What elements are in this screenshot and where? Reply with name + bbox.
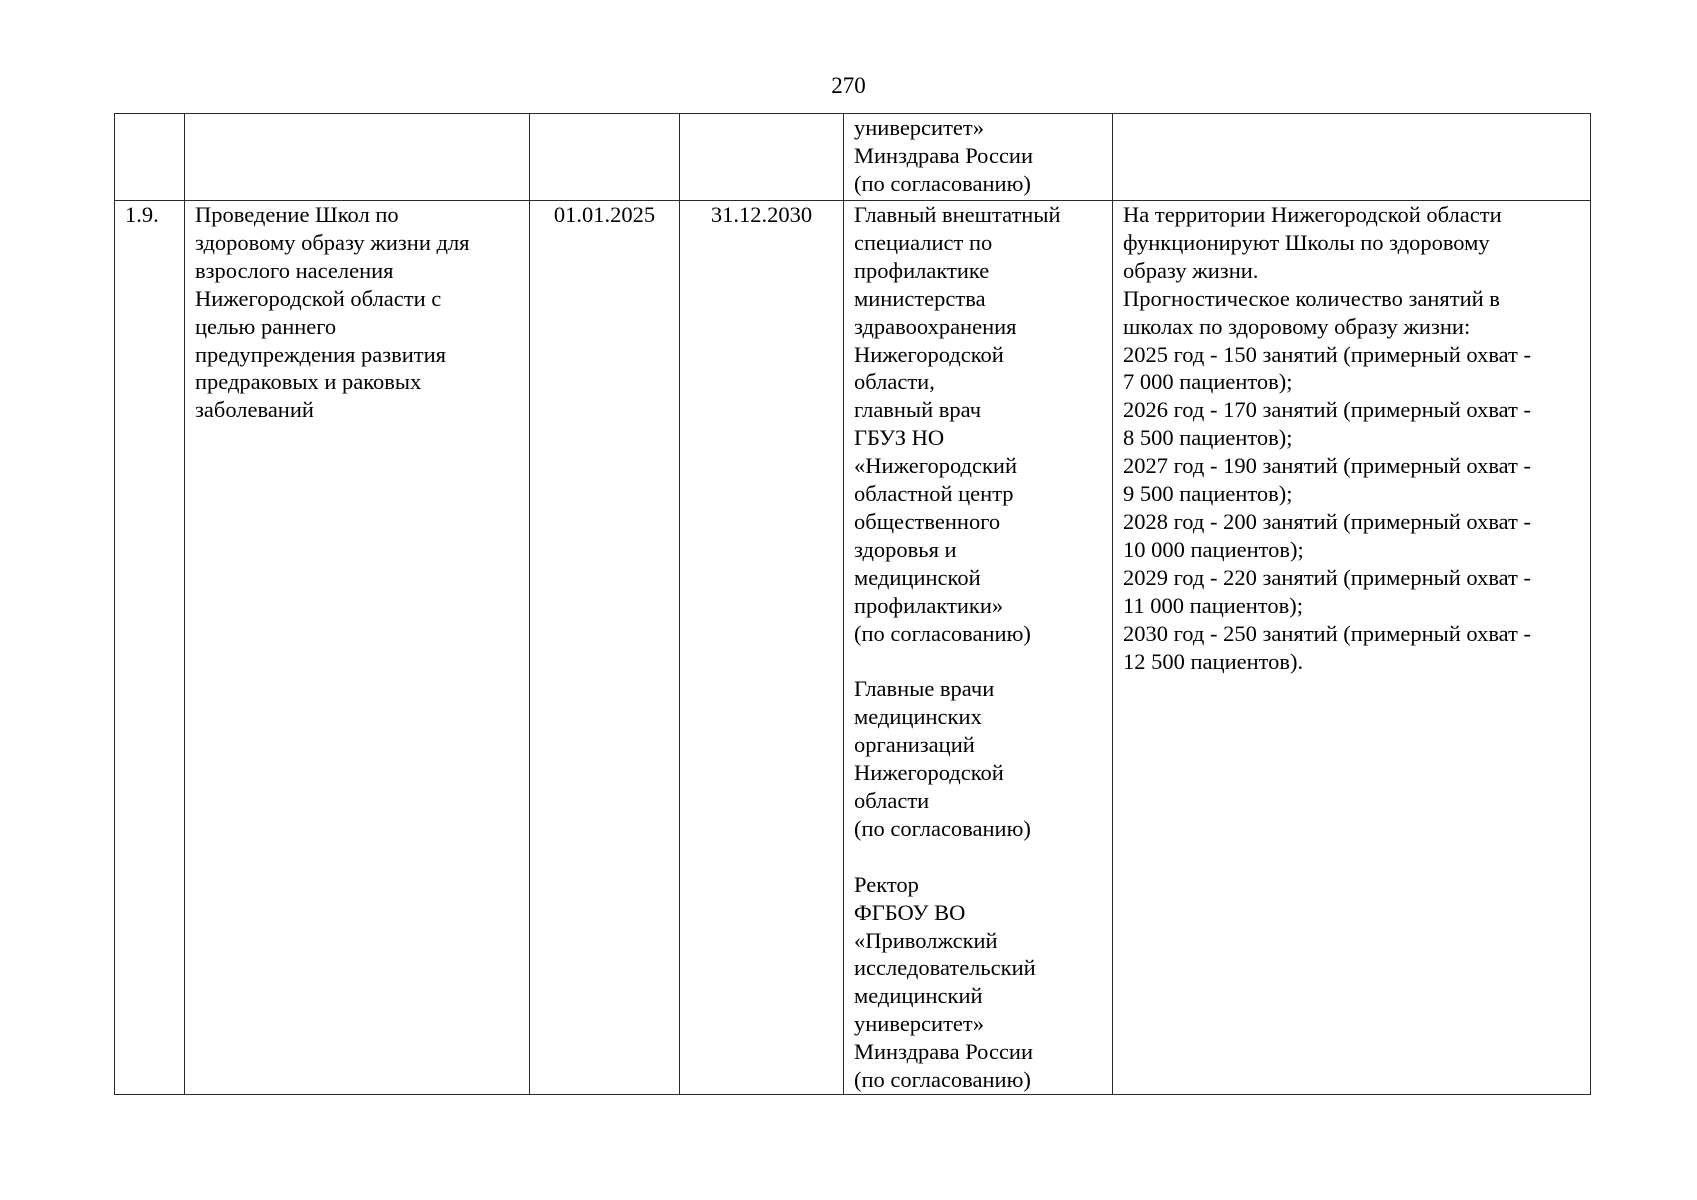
responsible-line: (по согласованию) — [854, 1067, 1031, 1093]
cell-number-empty — [115, 114, 185, 201]
activity-name-line: целью раннего — [195, 313, 337, 339]
responsible-block-rector — [854, 871, 1102, 1094]
responsible-line: общественного — [854, 508, 1001, 534]
result-line: образу жизни. — [1123, 257, 1259, 283]
result-line: школах по здоровому образу жизни: — [1123, 313, 1471, 339]
cell-expected-result — [1113, 201, 1591, 1095]
responsible-line: областной центр — [854, 481, 1014, 507]
result-line: 11 000 пациентов); — [1123, 592, 1303, 618]
page-number: 270 — [831, 73, 866, 98]
responsible-line: профилактике — [854, 257, 990, 283]
table-row-1-9 — [115, 201, 1591, 1095]
responsible-line: Главные врачи — [854, 676, 995, 702]
result-line: 8 500 пациентов); — [1123, 425, 1293, 451]
cell-start-empty — [530, 114, 680, 201]
cell-responsible — [844, 201, 1113, 1095]
responsible-line: исследовательский — [854, 955, 1036, 981]
responsible-line: ФГБОУ ВО — [854, 899, 966, 925]
activity-name-line: предраковых и раковых — [195, 369, 422, 395]
responsible-line: здравоохранения — [854, 313, 1017, 339]
activity-name-line: заболеваний — [195, 397, 314, 423]
responsible-line: (по согласованию) — [854, 620, 1031, 646]
responsible-line: «Нижегородский — [854, 453, 1017, 479]
paragraph-gap — [854, 843, 1102, 871]
activity-name-line: взрослого населения — [195, 257, 394, 283]
result-line: На территории Нижегородской области — [1123, 202, 1502, 227]
activity-name-line: Проведение Школ по — [195, 202, 399, 227]
responsible-line: Ректор — [854, 871, 919, 897]
responsible-line: Минздрава России — [854, 1039, 1034, 1065]
responsible-block-chief-doctors — [854, 675, 1102, 842]
cell-end-empty — [680, 114, 844, 201]
responsible-line: ГБУЗ НО — [854, 425, 945, 451]
result-line: 2028 год - 200 занятий (примерный охват - — [1123, 508, 1532, 534]
result-line: функционируют Школы по здоровому — [1123, 229, 1490, 255]
cell-end-date: 31.12.2030 — [680, 201, 844, 1095]
paragraph-gap — [854, 648, 1102, 676]
cell-result-empty — [1113, 114, 1591, 201]
responsible-line: Минздрава России — [854, 142, 1034, 168]
responsible-line: главный врач — [854, 397, 982, 423]
cell-item-number: 1.9. — [115, 201, 185, 1095]
activity-name-line: предупреждения развития — [195, 341, 447, 367]
responsible-line: университет» — [854, 1011, 984, 1037]
result-line: 2025 год - 150 занятий (примерный охват - — [1123, 341, 1532, 367]
responsible-line: специалист по — [854, 229, 993, 255]
activity-name-line: здоровому образу жизни для — [195, 229, 470, 255]
cell-start-date: 01.01.2025 — [530, 201, 680, 1095]
table-row-continuation — [115, 114, 1591, 201]
responsible-line: профилактики» — [854, 592, 1004, 618]
result-line: 10 000 пациентов); — [1123, 536, 1304, 562]
responsible-line: области — [854, 788, 930, 814]
cell-name-empty — [185, 114, 530, 201]
responsible-line: Нижегородской — [854, 760, 1004, 786]
responsible-line: медицинских — [854, 704, 982, 730]
responsible-line: министерства — [854, 285, 986, 311]
responsible-line: Нижегородской — [854, 341, 1004, 367]
result-line: 2026 год - 170 занятий (примерный охват - — [1123, 397, 1532, 423]
responsible-line: медицинский — [854, 983, 983, 1009]
activities-table — [114, 113, 1591, 1095]
result-line: Прогностическое количество занятий в — [1123, 285, 1500, 311]
responsible-line: (по согласованию) — [854, 815, 1031, 841]
responsible-line: организаций — [854, 732, 975, 758]
responsible-line: области, — [854, 369, 935, 395]
result-line: 7 000 пациентов); — [1123, 369, 1293, 395]
responsible-line: медицинской — [854, 564, 981, 590]
activity-name-line: Нижегородской области с — [195, 285, 442, 311]
responsible-block-chief-specialist — [854, 201, 1102, 648]
result-line: 2027 год - 190 занятий (примерный охват - — [1123, 453, 1532, 479]
responsible-line: (по согласованию) — [854, 170, 1031, 196]
responsible-line: «Приволжский — [854, 927, 998, 953]
result-line: 2030 год - 250 занятий (примерный охват - — [1123, 620, 1532, 646]
cell-activity-name — [185, 201, 530, 1095]
responsible-line: Главный внештатный — [854, 202, 1061, 227]
cell-responsible-continuation — [844, 114, 1113, 201]
result-line: 2029 год - 220 занятий (примерный охват - — [1123, 564, 1532, 590]
responsible-line: университет» — [854, 115, 984, 140]
result-line: 12 500 пациентов). — [1123, 648, 1304, 674]
responsible-line: здоровья и — [854, 536, 957, 562]
result-line: 9 500 пациентов); — [1123, 481, 1293, 507]
